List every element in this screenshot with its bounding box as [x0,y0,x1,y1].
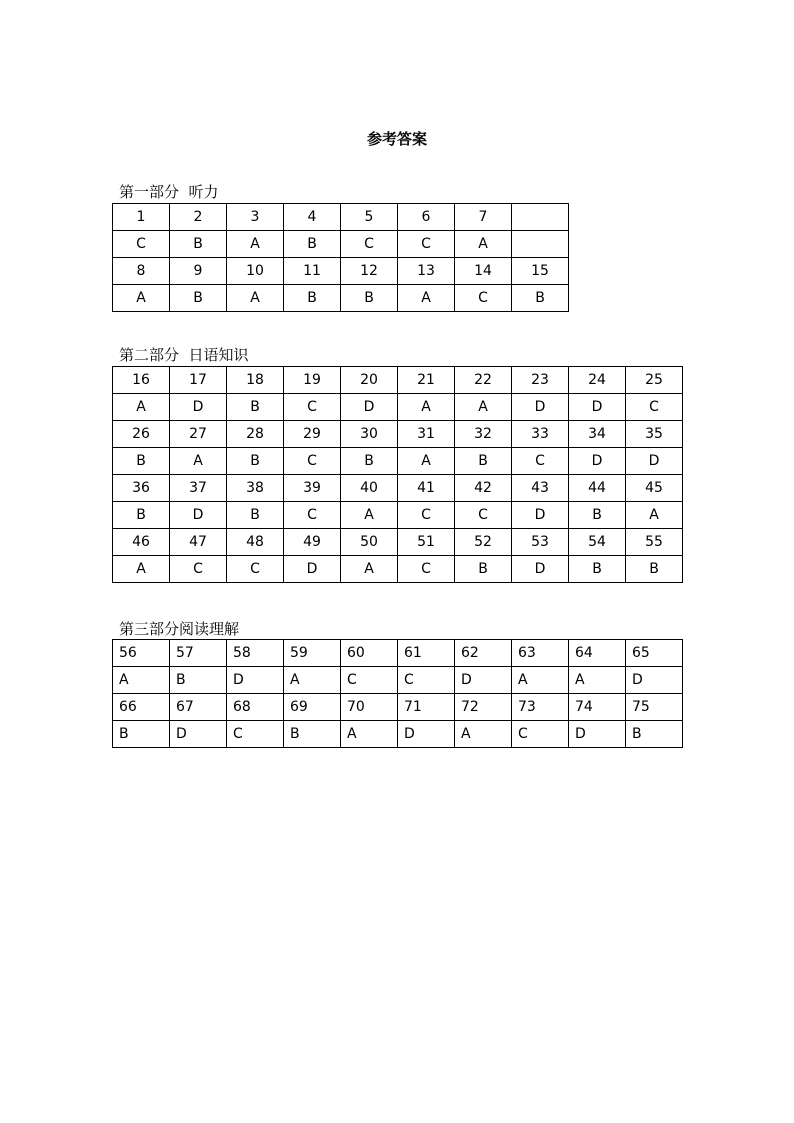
answer-cell: C [455,285,512,312]
answer-cell: A [398,285,455,312]
section-title-knowledge: 第二部分 日语知识 [119,346,249,364]
question-number-cell: 22 [455,367,512,394]
answer-cell: C [113,231,170,258]
question-number-cell: 71 [398,694,455,721]
answer-cell: B [227,394,284,421]
answer-row [113,285,569,312]
answer-cell: C [455,502,512,529]
answer-cell: D [569,448,626,475]
answer-row [113,556,683,583]
answer-cell: B [341,285,398,312]
question-number-cell: 53 [512,529,569,556]
question-number-cell: 41 [398,475,455,502]
question-number-cell: 52 [455,529,512,556]
answer-cell: A [398,448,455,475]
answer-cell: C [284,448,341,475]
question-number-row [113,367,683,394]
question-number-cell: 24 [569,367,626,394]
question-number-cell: 26 [113,421,170,448]
question-number-cell: 5 [341,204,398,231]
answer-cell: A [398,394,455,421]
question-number-cell: 50 [341,529,398,556]
question-number-cell: 9 [170,258,227,285]
question-number-cell: 34 [569,421,626,448]
answer-cell: A [227,231,284,258]
answer-cell: A [569,667,626,694]
question-number-cell: 60 [341,640,398,667]
question-number-cell: 12 [341,258,398,285]
answer-cell: C [398,667,455,694]
answer-cell: D [512,394,569,421]
answer-cell: D [341,394,398,421]
question-number-cell: 21 [398,367,455,394]
answer-table-reading [112,639,683,748]
question-number-cell: 54 [569,529,626,556]
answer-cell: D [512,556,569,583]
answer-row [113,667,683,694]
question-number-cell: 65 [626,640,683,667]
question-number-cell: 39 [284,475,341,502]
answer-cell: B [284,721,341,748]
answer-cell: C [284,394,341,421]
question-number-cell: 72 [455,694,512,721]
answer-cell: B [113,502,170,529]
question-number-cell: 8 [113,258,170,285]
answer-cell: B [284,231,341,258]
answer-cell: B [341,448,398,475]
answer-row [113,231,569,258]
answer-cell: C [284,502,341,529]
question-number-cell: 67 [170,694,227,721]
question-number-cell: 46 [113,529,170,556]
answer-cell: B [626,556,683,583]
answer-cell: C [170,556,227,583]
answer-row [113,448,683,475]
answer-cell: B [455,556,512,583]
question-number-cell: 62 [455,640,512,667]
answer-row [113,721,683,748]
answer-cell: A [284,667,341,694]
question-number-cell: 28 [227,421,284,448]
answer-cell: C [227,721,284,748]
question-number-cell: 63 [512,640,569,667]
answer-cell: D [626,667,683,694]
question-number-cell: 7 [455,204,512,231]
answer-cell: C [398,502,455,529]
answer-cell: A [341,721,398,748]
answer-cell: A [113,556,170,583]
question-number-cell: 15 [512,258,569,285]
answer-cell: A [512,667,569,694]
question-number-row [113,421,683,448]
question-number-cell: 19 [284,367,341,394]
question-number-cell: 59 [284,640,341,667]
question-number-cell: 58 [227,640,284,667]
answer-row [113,394,683,421]
question-number-cell: 43 [512,475,569,502]
question-number-cell: 31 [398,421,455,448]
answer-cell: C [512,448,569,475]
question-number-row [113,475,683,502]
question-number-cell: 68 [227,694,284,721]
question-number-cell: 32 [455,421,512,448]
question-number-cell: 10 [227,258,284,285]
answer-cell: A [341,502,398,529]
question-number-cell: 17 [170,367,227,394]
answer-cell: A [626,502,683,529]
question-number-cell: 25 [626,367,683,394]
question-number-row [113,258,569,285]
page-title: 参考答案 [366,130,427,148]
question-number-cell: 47 [170,529,227,556]
question-number-cell: 14 [455,258,512,285]
answer-cell: A [341,556,398,583]
question-number-cell: 42 [455,475,512,502]
question-number-cell: 29 [284,421,341,448]
question-number-cell: 35 [626,421,683,448]
question-number-cell: 61 [398,640,455,667]
question-number-cell: 74 [569,694,626,721]
question-number-cell: 38 [227,475,284,502]
section-title-reading: 第三部分阅读理解 [119,620,240,638]
question-number-cell: 23 [512,367,569,394]
answer-cell: A [455,394,512,421]
question-number-cell: 40 [341,475,398,502]
question-number-cell: 36 [113,475,170,502]
answer-cell: D [170,394,227,421]
answer-cell: D [398,721,455,748]
answer-cell: B [113,448,170,475]
question-number-cell: 57 [170,640,227,667]
question-number-cell: 70 [341,694,398,721]
question-number-cell: 44 [569,475,626,502]
question-number-cell: 11 [284,258,341,285]
question-number-row [113,694,683,721]
answer-table-knowledge [112,366,683,583]
question-number-cell: 48 [227,529,284,556]
question-number-row [113,640,683,667]
question-number-cell: 20 [341,367,398,394]
answer-cell: C [398,556,455,583]
answer-cell: B [284,285,341,312]
question-number-cell: 69 [284,694,341,721]
answer-cell: D [569,394,626,421]
answer-cell: B [227,448,284,475]
answer-cell: A [455,721,512,748]
answer-cell: B [113,721,170,748]
answer-cell: C [341,231,398,258]
question-number-cell: 16 [113,367,170,394]
answer-cell: B [227,502,284,529]
answer-cell: B [170,231,227,258]
question-number-cell: 55 [626,529,683,556]
question-number-cell: 66 [113,694,170,721]
question-number-cell: 4 [284,204,341,231]
question-number-cell: 75 [626,694,683,721]
answer-cell: B [569,502,626,529]
question-number-cell: 1 [113,204,170,231]
answer-cell: B [455,448,512,475]
answer-cell: A [227,285,284,312]
answer-cell: D [170,502,227,529]
answer-cell: D [626,448,683,475]
answer-cell: B [626,721,683,748]
answer-cell: A [113,667,170,694]
answer-cell: D [227,667,284,694]
answer-cell: D [284,556,341,583]
question-number-cell: 37 [170,475,227,502]
answer-cell: A [170,448,227,475]
answer-cell: D [569,721,626,748]
question-number-cell: 2 [170,204,227,231]
answer-cell: D [170,721,227,748]
answer-cell: D [455,667,512,694]
question-number-cell: 64 [569,640,626,667]
question-number-cell: 27 [170,421,227,448]
answer-cell [512,231,569,258]
section-title-listening: 第一部分 听力 [119,183,219,201]
question-number-cell: 73 [512,694,569,721]
answer-cell: A [455,231,512,258]
question-number-cell: 45 [626,475,683,502]
question-number-cell: 3 [227,204,284,231]
answer-cell: C [626,394,683,421]
answer-cell: C [398,231,455,258]
answer-cell: B [512,285,569,312]
answer-cell: B [170,285,227,312]
question-number-cell: 33 [512,421,569,448]
answer-cell: A [113,285,170,312]
question-number-row [113,204,569,231]
answer-row [113,502,683,529]
answer-cell: D [512,502,569,529]
question-number-cell [512,204,569,231]
answer-cell: C [227,556,284,583]
question-number-cell: 49 [284,529,341,556]
question-number-cell: 18 [227,367,284,394]
answer-cell: B [569,556,626,583]
question-number-cell: 6 [398,204,455,231]
answer-cell: A [113,394,170,421]
answer-table-listening [112,203,569,312]
answer-cell: B [170,667,227,694]
question-number-row [113,529,683,556]
answer-cell: C [341,667,398,694]
answer-cell: C [512,721,569,748]
question-number-cell: 51 [398,529,455,556]
question-number-cell: 56 [113,640,170,667]
question-number-cell: 13 [398,258,455,285]
question-number-cell: 30 [341,421,398,448]
